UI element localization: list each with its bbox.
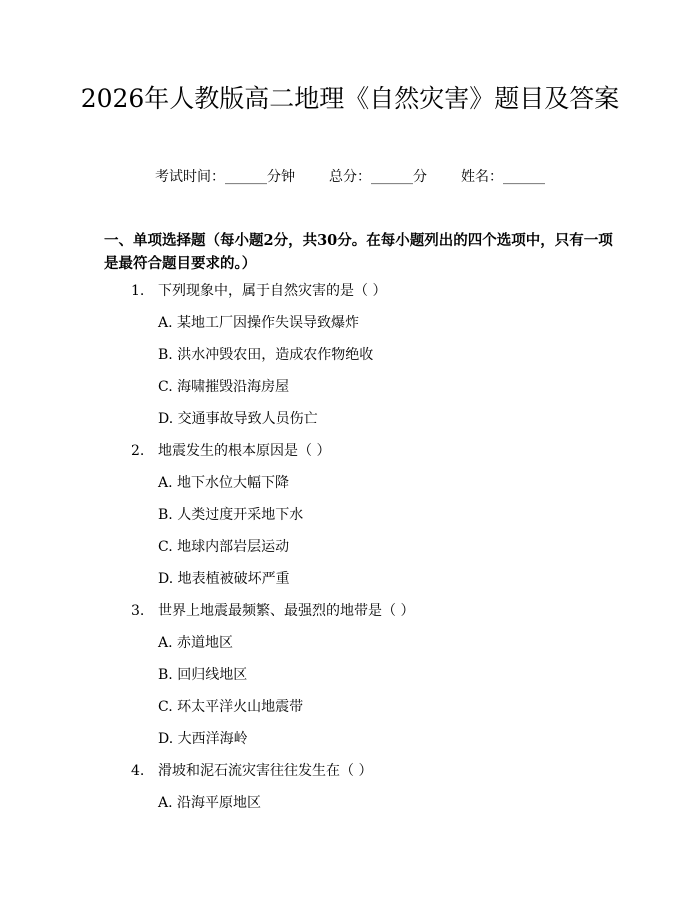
option-3b: B. 回归线地区 xyxy=(158,667,248,683)
document-title: 2026年人教版高二地理《自然灾害》题目及答案 xyxy=(80,84,620,113)
student-name-field: 姓名：______ xyxy=(461,169,545,185)
option-3c: C. 环太平洋火山地震带 xyxy=(158,699,304,715)
section-heading: 一、单项选择题（每小题2分，共30分。在每小题列出的四个选项中，只有一项是最符合题目要求的。） xyxy=(104,232,613,272)
question-number: 3. xyxy=(131,603,145,619)
question-text: 滑坡和泥石流灾害往往发生在（ ） xyxy=(158,763,373,779)
option-2a: A. 地下水位大幅下降 xyxy=(158,475,290,491)
option-1d: D. 交通事故导致人员伤亡 xyxy=(158,411,318,427)
question-text: 下列现象中，属于自然灾害的是（ ） xyxy=(158,283,387,299)
option-2c: C. 地球内部岩层运动 xyxy=(158,539,290,555)
option-3a: A. 赤道地区 xyxy=(158,635,234,651)
question-text: 世界上地震最频繁、最强烈的地带是（ ） xyxy=(158,603,415,619)
total-score-field: 总分：______分 xyxy=(329,169,427,185)
option-1c: C. 海啸摧毁沿海房屋 xyxy=(158,379,290,395)
option-1a: A. 某地工厂因操作失误导致爆炸 xyxy=(158,315,360,331)
option-2d: D. 地表植被破坏严重 xyxy=(158,571,290,587)
option-1b: B. 洪水冲毁农田，造成农作物绝收 xyxy=(158,347,374,363)
option-3d: D. 大西洋海岭 xyxy=(158,731,248,747)
question-number: 2. xyxy=(131,443,145,459)
exam-info-line xyxy=(0,167,700,187)
question-text: 地震发生的根本原因是（ ） xyxy=(158,443,331,459)
exam-time-field: 考试时间：______分钟 xyxy=(155,169,295,185)
option-2b: B. 人类过度开采地下水 xyxy=(158,507,304,523)
option-4a: A. 沿海平原地区 xyxy=(158,795,262,811)
question-number: 1. xyxy=(131,283,145,299)
question-number: 4. xyxy=(131,763,145,779)
